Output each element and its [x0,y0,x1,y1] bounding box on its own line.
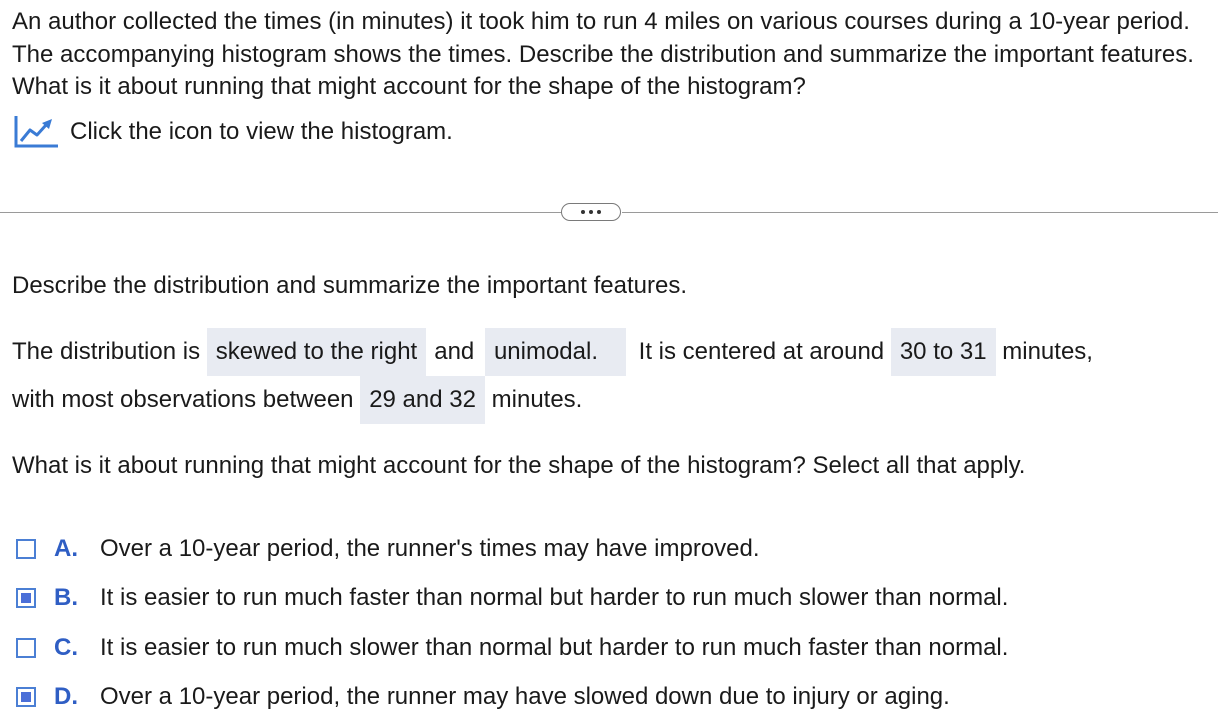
options-list [16,524,1008,722]
option-b[interactable] [16,574,1008,624]
check-fill-icon [21,593,31,603]
range-answer-box[interactable]: 29 and 32 [360,376,485,424]
option-c[interactable] [16,623,1008,673]
option-text: Over a 10-year period, the runner may have slowed down due to injury or aging. [100,683,950,711]
answer-text: with most observations between [12,386,354,413]
answer-text: minutes. [491,386,583,413]
section-title: Describe the distribution and summarize the important features. [12,272,687,299]
option-letter: D. [54,683,78,711]
question-two-text: What is it about running that might account for the shape of the histogram? Select all that apply. [12,452,1026,479]
answer-text: minutes, [1002,338,1093,365]
divider-left [0,212,562,213]
more-dot-icon [589,210,593,214]
chart-icon[interactable] [12,114,60,150]
divider-right [622,212,1218,213]
question-text: An author collected the times (in minutes) it took him to run 4 miles on various courses during a 10-year period. The accompanying histogram shows the times. Describe the distribution and summarize the important features. What is it about running that might account for the shape of the histogram? [12,8,1194,100]
answer-text: The distribution is [12,338,201,365]
more-dot-icon [581,210,585,214]
option-letter: C. [54,633,78,661]
shape-answer-box[interactable]: skewed to the right [207,328,426,376]
option-letter: A. [54,534,78,562]
answer-line-two [12,376,582,424]
modality-answer-box[interactable]: unimodal. [485,328,626,376]
option-text: Over a 10-year period, the runner's times may have improved. [100,534,760,562]
answer-text: It is centered at around [638,338,885,365]
answer-text: and [434,338,475,365]
option-a[interactable] [16,524,1008,574]
option-letter: B. [54,584,78,612]
checkbox-c[interactable] [16,638,36,658]
option-text: It is easier to run much slower than normal but harder to run much faster than normal. [100,633,1009,661]
option-d[interactable] [16,673,1008,723]
view-histogram-label[interactable]: Click the icon to view the histogram. [70,118,453,145]
checkbox-b[interactable] [16,588,36,608]
expand-more-button[interactable] [561,203,621,221]
check-fill-icon [21,692,31,702]
more-dot-icon [597,210,601,214]
answer-line-one [12,328,1093,376]
checkbox-a[interactable] [16,539,36,559]
center-answer-box[interactable]: 30 to 31 [891,328,996,376]
option-text: It is easier to run much faster than normal but harder to run much slower than normal. [100,584,1009,612]
view-histogram-link[interactable] [12,114,453,150]
checkbox-d[interactable] [16,687,36,707]
